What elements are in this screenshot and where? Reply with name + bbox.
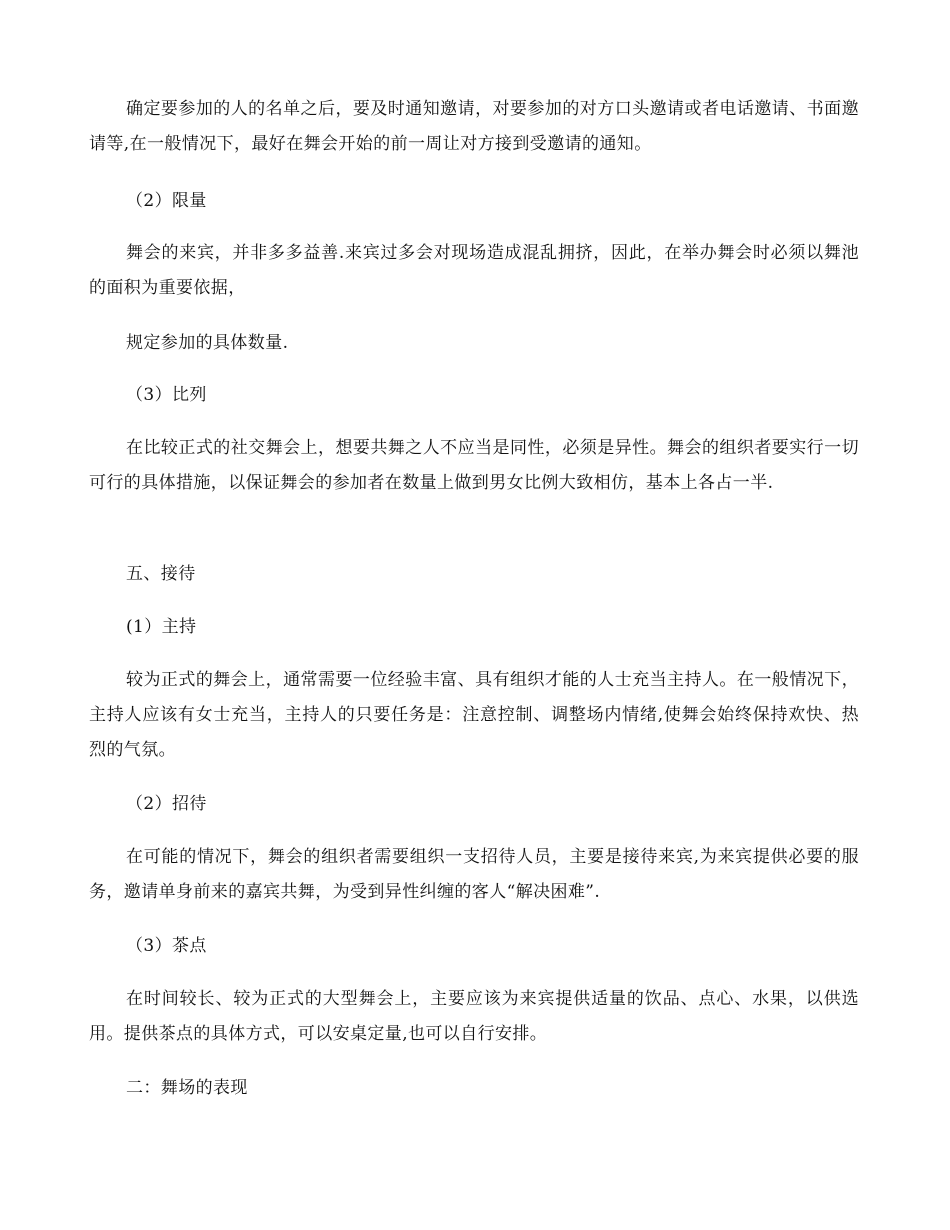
subheading-limit: （2）限量 [126,191,207,211]
paragraph-quantity: 规定参加的具体数量. [126,333,289,353]
paragraph-invitation: 确定要参加的人的名单之后，要及时通知邀请，对要参加的对方口头邀请或者电话邀请、书面邀请等,在一般情况下，最好在舞会开始的前一周让对方接到受邀请的通知。 [89,99,859,154]
section-heading-dance-floor: 二：舞场的表现 [126,1078,248,1098]
subheading-ratio: （3）比列 [126,385,207,405]
paragraph-refreshments: 在时间较长、较为正式的大型舞会上，主要应该为来宾提供适量的饮品、点心、水果，以供选用。提供茶点的具体方式，可以安桌定量,也可以自行安排。 [89,989,859,1044]
paragraph-limit: 舞会的来宾，并非多多益善.来宾过多会对现场造成混乱拥挤，因此，在举办舞会时必须以舞池的面积为重要依据， [89,243,859,298]
paragraph-host: 较为正式的舞会上，通常需要一位经验丰富、具有组织才能的人士充当主持人。在一般情况下，主持人应该有女士充当，主持人的只要任务是：注意控制、调整场内情绪,使舞会始终保持欢快、热烈的气氛。 [89,670,859,760]
subheading-refreshments: （3）茶点 [126,936,207,956]
subheading-hospitality: （2）招待 [126,794,207,814]
paragraph-ratio: 在比较正式的社交舞会上，想要共舞之人不应当是同性，必须是异性。舞会的组织者要实行一切可行的具体措施，以保证舞会的参加者在数量上做到男女比例大致相仿，基本上各占一半. [89,438,859,493]
subheading-host: (1）主持 [126,617,197,637]
paragraph-hospitality: 在可能的情况下，舞会的组织者需要组织一支招待人员，主要是接待来宾,为来宾提供必要的服务，邀请单身前来的嘉宾共舞，为受到异性纠缠的客人“解决困难”. [89,847,859,902]
section-heading-reception: 五、接待 [126,564,196,584]
